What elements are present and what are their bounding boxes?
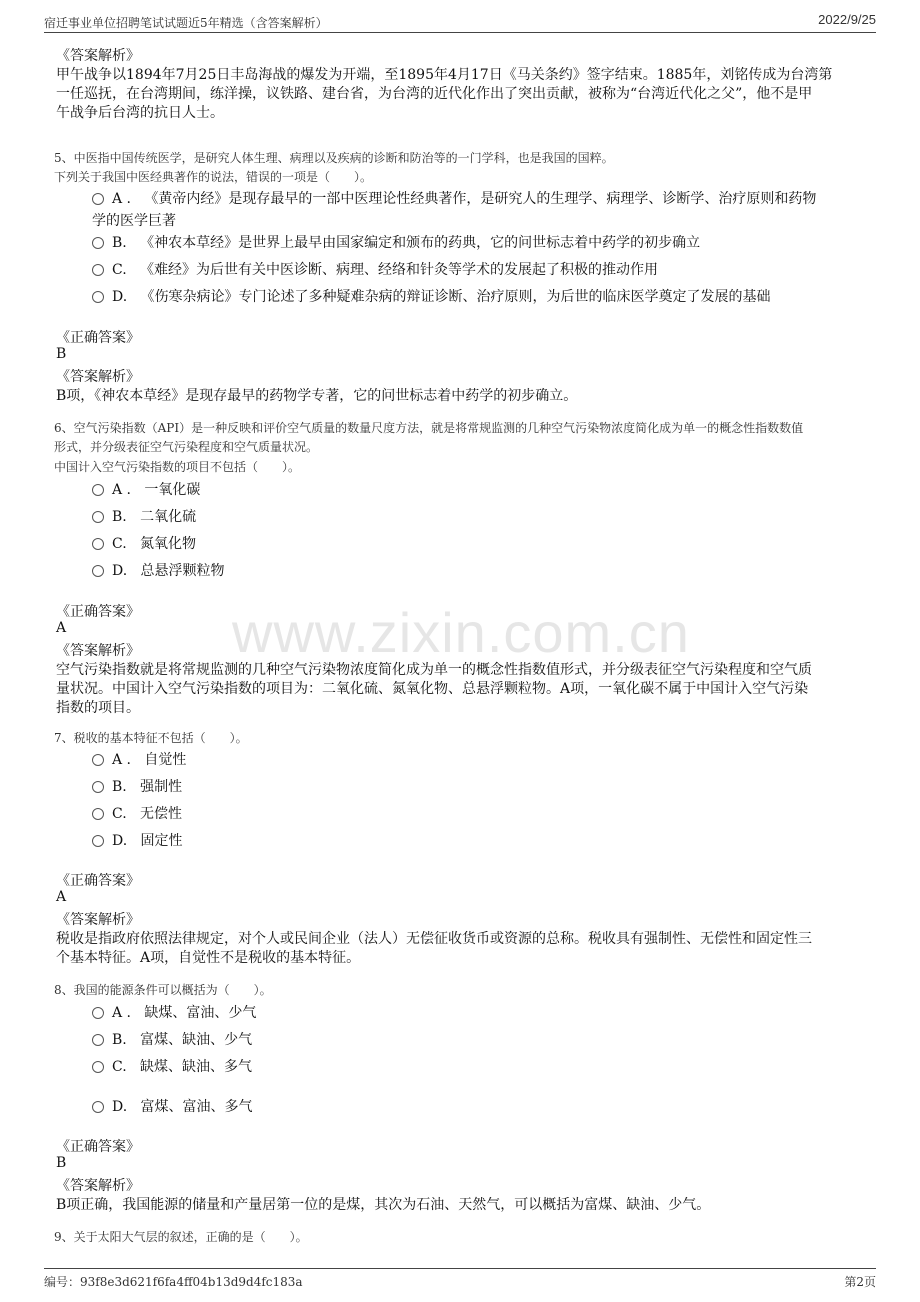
radio-icon[interactable] (92, 484, 104, 496)
q6-analysis-line: 量状况。中国计入空气污染指数的项目为：二氧化硫、氮氧化物、总悬浮颗粒物。A项，一氧化碳不属于中国计入空气污染 (56, 681, 809, 697)
q8-option-b[interactable]: B. 富煤、缺油、少气 (92, 1029, 252, 1049)
q7-option-b[interactable]: B. 强制性 (92, 776, 182, 796)
q8-correct-label: 《正确答案》 (56, 1139, 140, 1155)
q6-analysis-line: 空气污染指数就是将常规监测的几种空气污染物浓度简化成为单一的概念性指数值形式，并分级表征空气污染程度和空气质 (56, 662, 812, 678)
q6-question: 中国计入空气污染指数的项目不包括（ ）。 (54, 460, 301, 474)
radio-icon[interactable] (92, 565, 104, 577)
q9-stem: 9、关于太阳大气层的叙述，正确的是（ ）。 (54, 1230, 308, 1244)
radio-icon[interactable] (92, 291, 104, 303)
q4-analysis-line: 一任巡抚，在台湾期间，练洋操，议铁路、建台省，为台湾的近代化作出了突出贡献，被称为“台湾近代化之父”，他不是甲 (56, 86, 813, 102)
radio-icon[interactable] (92, 538, 104, 550)
radio-icon[interactable] (92, 511, 104, 523)
q5-stem: 5、中医指中国传统医学，是研究人体生理、病理以及疾病的诊断和防治等的一门学科，也是我国的国粹。 (54, 151, 614, 165)
q6-stem-cont: 形式，并分级表征空气污染程度和空气质量状况。 (54, 440, 319, 454)
q5-option-d[interactable]: D. 《伤寒杂病论》专门论述了多种疑难杂病的辩证诊断、治疗原则，为后世的临床医学奠定了发展的基础 (92, 286, 771, 306)
q5-question: 下列关于我国中医经典著作的说法，错误的一项是（ ）。 (54, 170, 373, 184)
radio-icon[interactable] (92, 264, 104, 276)
document-code: 编号：93f8e3d621f6fa4ff04b13d9d4fc183a (44, 1275, 303, 1289)
q6-option-d[interactable]: D. 总悬浮颗粒物 (92, 560, 225, 580)
q7-option-a[interactable]: A . 自觉性 (92, 749, 186, 769)
q4-analysis-label: 《答案解析》 (56, 48, 140, 64)
q7-analysis-line: 个基本特征。A项，自觉性不是税收的基本特征。 (56, 950, 361, 966)
q4-analysis-line: 午战争后台湾的抗日人士。 (56, 105, 224, 121)
page-header (44, 10, 876, 33)
q8-option-a[interactable]: A . 缺煤、富油、少气 (92, 1002, 256, 1022)
radio-icon[interactable] (92, 781, 104, 793)
q8-stem: 8、我国的能源条件可以概括为（ ）。 (54, 983, 272, 997)
q7-correct-answer: A (56, 889, 67, 905)
page-footer (44, 1268, 876, 1293)
radio-icon[interactable] (92, 1034, 104, 1046)
q7-stem: 7、税收的基本特征不包括（ ）。 (54, 731, 248, 745)
q5-correct-label: 《正确答案》 (56, 330, 140, 346)
radio-icon[interactable] (92, 1061, 104, 1073)
radio-icon[interactable] (92, 193, 104, 205)
radio-icon[interactable] (92, 808, 104, 820)
radio-icon[interactable] (92, 1007, 104, 1019)
q5-option-b[interactable]: B. 《神农本草经》是世界上最早由国家编定和颁布的药典，它的问世标志着中药学的初步确立 (92, 232, 700, 252)
q6-analysis-label: 《答案解析》 (56, 643, 140, 659)
q7-correct-label: 《正确答案》 (56, 873, 140, 889)
document-title: 宿迁事业单位招聘笔试试题近5年精选（含答案解析） (44, 16, 328, 30)
page-number: 第2页 (844, 1275, 876, 1289)
q8-option-c[interactable]: C. 缺煤、缺油、多气 (92, 1056, 252, 1076)
document-date: 2022/9/25 (818, 12, 876, 27)
radio-icon[interactable] (92, 835, 104, 847)
q6-option-a[interactable]: A . 一氧化碳 (92, 479, 200, 499)
q6-correct-label: 《正确答案》 (56, 604, 140, 620)
q7-option-c[interactable]: C. 无偿性 (92, 803, 182, 823)
watermark: www.zixin.com.cn (232, 601, 690, 664)
q8-correct-answer: B (56, 1155, 67, 1171)
radio-icon[interactable] (92, 754, 104, 766)
q7-analysis-line: 税收是指政府依照法律规定，对个人或民间企业（法人）无偿征收货币或资源的总称。税收具有强制性、无偿性和固定性三 (56, 931, 812, 947)
q6-option-b[interactable]: B. 二氧化硫 (92, 506, 196, 526)
q5-option-a[interactable]: A . 《黄帝内经》是现存最早的一部中医理论性经典著作，是研究人的生理学、病理学、诊断学、治疗原则和药物 (92, 188, 816, 208)
q6-option-c[interactable]: C. 氮氧化物 (92, 533, 196, 553)
q4-analysis-line: 甲午战争以1894年7月25日丰岛海战的爆发为开端，至1895年4月17日《马关条约》签字结束。1885年，刘铭传成为台湾第 (56, 67, 833, 83)
q5-correct-answer: B (56, 346, 67, 362)
q7-option-d[interactable]: D. 固定性 (92, 830, 183, 850)
q5-option-c[interactable]: C. 《难经》为后世有关中医诊断、病理、经络和针灸等学术的发展起了积极的推动作用 (92, 259, 658, 279)
q7-analysis-label: 《答案解析》 (56, 912, 140, 928)
q6-stem: 6、空气污染指数（API）是一种反映和评价空气质量的数量尺度方法，就是将常规监测的几种空气污染物浓度简化成为单一的概念性指数数值 (54, 421, 804, 435)
q8-analysis-line: B项正确，我国能源的储量和产量居第一位的是煤，其次为石油、天然气，可以概括为富煤、缺油、少气。 (56, 1197, 711, 1213)
q8-option-d[interactable]: D. 富煤、富油、多气 (92, 1096, 253, 1116)
q5-analysis-line: B项，《神农本草经》是现存最早的药物学专著，它的问世标志着中药学的初步确立。 (56, 388, 578, 404)
q6-correct-answer: A (56, 620, 67, 636)
q8-analysis-label: 《答案解析》 (56, 1178, 140, 1194)
radio-icon[interactable] (92, 237, 104, 249)
q6-analysis-line: 指数的项目。 (56, 700, 140, 716)
q5-option-a-continued: 学的医学巨著 (92, 213, 176, 229)
q5-analysis-label: 《答案解析》 (56, 369, 140, 385)
radio-icon[interactable] (92, 1101, 104, 1113)
